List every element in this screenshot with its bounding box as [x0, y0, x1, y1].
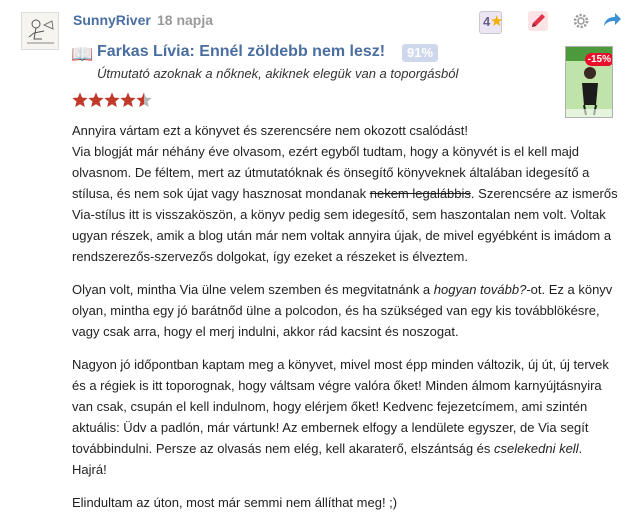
avatar-drawing-icon: [22, 13, 58, 49]
review-text: Olyan volt, mintha Via ülne velem szemben és megvitatnánk a: [72, 282, 431, 297]
pencil-icon[interactable]: [526, 9, 550, 33]
discount-badge: -15%: [585, 53, 613, 66]
review-header: [0, 0, 641, 40]
strikethrough-text: nekem legalábbis: [369, 186, 471, 201]
star-full-icon: [104, 93, 119, 108]
book-cover[interactable]: [565, 46, 613, 118]
review-text: Elindultam az úton, most már semmi nem állíthat meg! ;): [72, 495, 398, 510]
rating-count: 4: [483, 14, 491, 29]
match-percent-badge: 91%: [402, 44, 438, 62]
star-rating: [72, 91, 156, 109]
star-full-icon: [120, 93, 135, 108]
gear-icon[interactable]: [569, 9, 593, 33]
star-full-icon: [88, 93, 103, 108]
star-icon: ★: [490, 13, 504, 30]
review-text: . Szerencsére az ismerős Via-stílus itt is visszaköszön, a könyv pedig sem idegesítő, sem haszontalan nem volt. Voltak ugyan részek, amik a blog után már nem voltak annyira újak, de mivel egyébként is imádom a rendszerezős-szervezős dolgokat, így ezeket a részeket is élveztem.: [72, 186, 618, 264]
user-rating-badge[interactable]: [479, 11, 502, 34]
review-text: . Hajrá!: [72, 441, 583, 477]
review-paragraph: [72, 279, 620, 342]
book-subtitle: Útmutató azoknak a nőknek, akiknek elegük van a toporgásból: [97, 66, 459, 81]
review-text: Nagyon jó időpontban kaptam meg a könyvet, mivel most épp minden változik, új út, új tervek és a régiek is itt toporognak, hogy váltsam végre valóra őket! Minden álmom karnyújtásnyira van csak, csupán el kell indulnom, hogy elérjem őket! Kedvenc fejezetcímem, ami szintén aktuális: Üdv a padlón, már vártunk! Az embernek elfogy a lendülete egyszer, de Via segít továbbindulni. Persze az olvasás nem elég, kell akaraterő, elszántság és: [72, 357, 609, 456]
review-text: -ot. Ez a könyv olyan, mintha egy jó barátnőd ülne a polcodon, és ha szükséged van egy kis továbblökésre, vagy csak arra, hogy el merj indulni, akkor rád kacsint és noszogat.: [72, 282, 613, 339]
review-paragraph: [72, 354, 620, 480]
review-paragraph: [72, 120, 620, 267]
italic-text: hogyan tovább?: [433, 282, 527, 297]
timestamp: 18 napja: [157, 12, 214, 28]
italic-text: cselekedni kell: [494, 441, 579, 456]
review-text: Annyira vártam ezt a könyvet és szerencsére nem okozott csalódást!: [72, 123, 468, 138]
book-title-link[interactable]: Farkas Lívia: Ennél zöldebb nem lesz!: [97, 43, 386, 60]
book-icon: 📖: [71, 44, 94, 64]
review-text: Via blogját már néhány éve olvasom, ezért egyből tudtam, hogy a könyvét is el kell majd olvasnom. De féltem, mert az útmutatóknak és önsegítő könyveknek általában idegesítő a stílusa, és nem sok újat vagy hasznosat mondanak: [72, 144, 590, 201]
star-half-icon: [136, 93, 151, 108]
share-icon[interactable]: [600, 9, 624, 33]
avatar[interactable]: [21, 12, 59, 50]
review-body: [72, 120, 620, 525]
username-link[interactable]: SunnyRiver: [73, 12, 151, 28]
star-full-icon: [72, 93, 87, 108]
review-paragraph: [72, 492, 620, 513]
